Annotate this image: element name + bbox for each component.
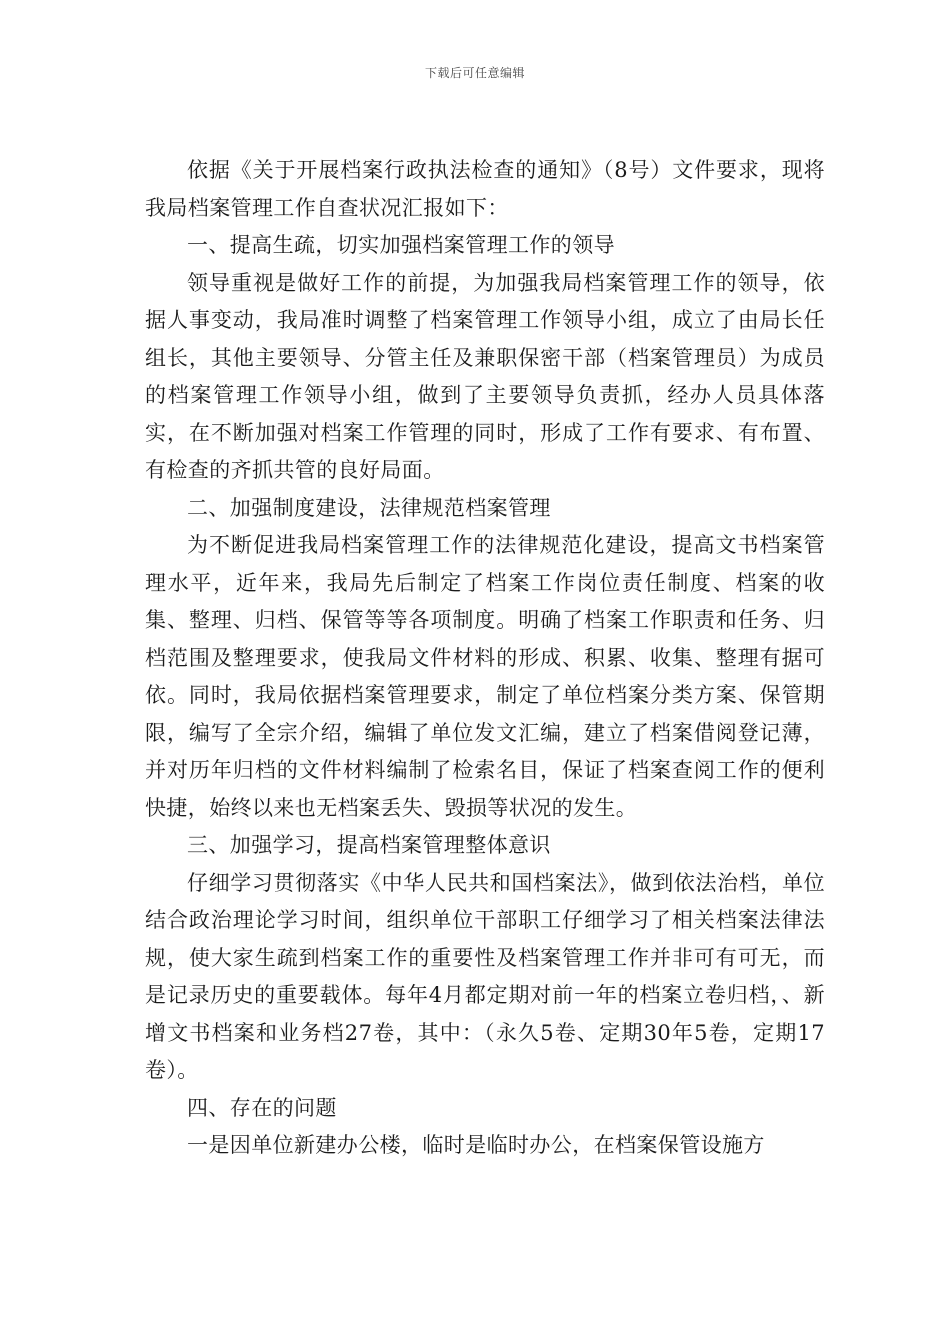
- section-heading-1: 一、提高生疏，切实加强档案管理工作的领导: [187, 233, 615, 257]
- section-paragraph-3: 仔细学习贯彻落实《中华人民共和国档案法》，做到依法治档，单位结合政治理论学习时间，组织单位干部职工仔细学习了相关档案法律法规，使大家生疏到档案工作的重要性及档案管理工作并非可有可无，而是记录历史的重要载体。每年4月都定期对前一年的档案立卷归档，、新增文书档案和业务档27卷，其中：（永久5卷、定期30年5卷，定期17卷）。: [145, 870, 825, 1082]
- section-heading-2: 二、加强制度建设，法律规范档案管理: [187, 495, 551, 520]
- section-heading-4: 四、存在的问题: [187, 1095, 337, 1120]
- header-note: 下载后可任意编辑: [424, 66, 525, 80]
- intro-paragraph: 依据《关于开展档案行政执法检查的通知》（8号）文件要求，现将我局档案管理工作自查状况汇报如下：: [145, 158, 825, 220]
- section-heading-3: 三、加强学习，提高档案管理整体意识: [187, 833, 551, 857]
- document-body: [145, 152, 825, 1165]
- section-paragraph-1: 领导重视是做好工作的前提，为加强我局档案管理工作的领导，依据人事变动，我局准时调整了档案管理工作领导小组，成立了由局长任组长，其他主要领导、分管主任及兼职保密干部（档案管理员）为成员的档案管理工作领导小组，做到了主要领导负责抓，经办人员具体落实，在不断加强对档案工作管理的同时，形成了工作有要求、有布置、有检查的齐抓共管的良好局面。: [145, 270, 825, 482]
- section-paragraph-4: 一是因单位新建办公楼，临时是临时办公，在档案保管设施方: [187, 1133, 765, 1157]
- section-paragraph-2: 为不断促进我局档案管理工作的法律规范化建设，提高文书档案管理水平，近年来，我局先后制定了档案工作岗位责任制度、档案的收集、整理、归档、保管等等各项制度。明确了档案工作职责和任务、归档范围及整理要求，使我局文件材料的形成、积累、收集、整理有据可依。同时，我局依据档案管理要求，制定了单位档案分类方案、保管期限，编写了全宗介绍，编辑了单位发文汇编，建立了档案借阅登记薄，并对历年归档的文件材料编制了检索名目，保证了档案查阅工作的便利快捷，始终以来也无档案丢失、毁损等状况的发生。: [145, 533, 825, 820]
